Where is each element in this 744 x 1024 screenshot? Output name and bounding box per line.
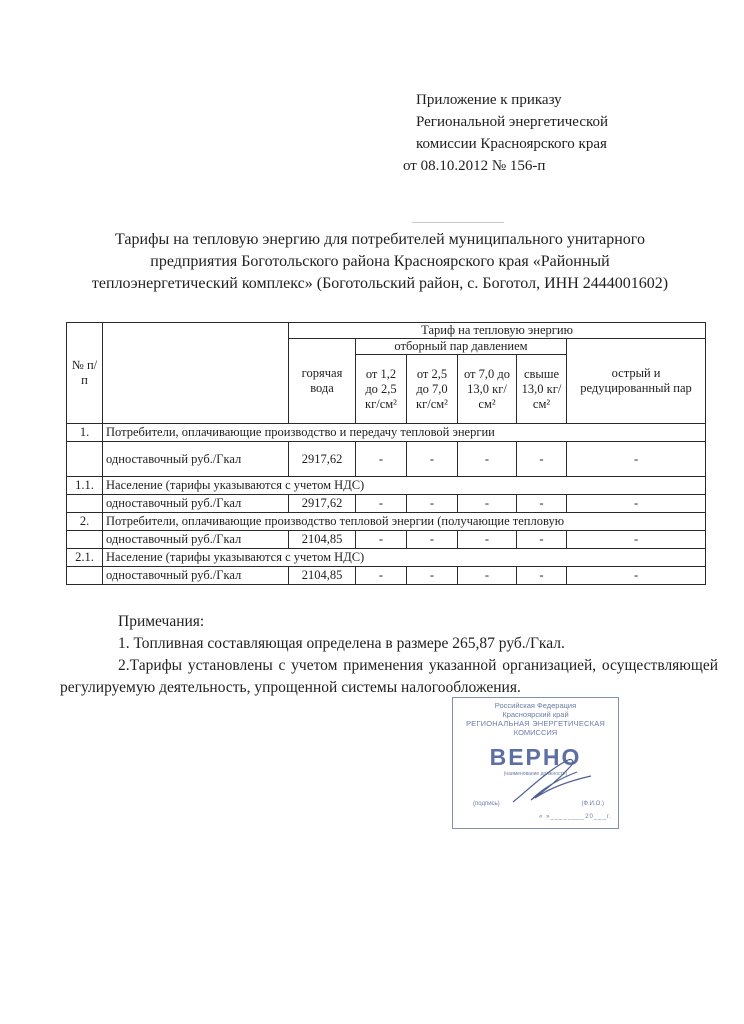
rate-dash: - (458, 495, 517, 513)
document-title (60, 229, 700, 295)
stamp-labels (473, 801, 604, 807)
section-row (67, 513, 706, 531)
header-number: № п/п (67, 323, 103, 424)
verification-stamp (452, 697, 619, 829)
row-number (67, 531, 103, 549)
rate-dash: - (407, 567, 458, 585)
notes-section (60, 611, 718, 699)
header-pressure-3: от 7,0 до 13,0 кг/см² (458, 355, 517, 424)
table-row (67, 567, 706, 585)
table-row (67, 495, 706, 513)
stamp-caption: (наименование должности) (503, 771, 568, 777)
rate-dash: - (458, 567, 517, 585)
rate-value: 2917,62 (289, 442, 356, 477)
title-line: теплоэнергетический комплекс» (Боготольский район, с. Боготол, ИНН 2444001602) (91, 275, 669, 292)
table-row (67, 442, 706, 477)
section-title: Население (тарифы указываются с учетом НДС) (103, 477, 706, 495)
tariff-table (66, 322, 706, 585)
rate-dash: - (517, 495, 567, 513)
rate-value: 2104,85 (289, 567, 356, 585)
stamp-line: КОМИССИЯ (513, 728, 558, 737)
header-steam-group: отборный пар давлением (356, 339, 567, 355)
stamp-line: РЕГИОНАЛЬНАЯ ЭНЕРГЕТИЧЕСКАЯ (465, 719, 606, 728)
notes-heading: Примечания: (118, 613, 205, 630)
appendix-line: комиссии Красноярского края (416, 136, 607, 152)
row-number: 1.1. (67, 477, 103, 495)
row-number: 2.1. (67, 549, 103, 567)
rate-dash: - (567, 531, 706, 549)
stamp-verno: ВЕРНО (489, 744, 582, 770)
appendix-line: Приложение к приказу (416, 92, 562, 108)
section-title: Потребители, оплачивающие производство и передачу тепловой энергии (103, 424, 706, 442)
row-number: 1. (67, 424, 103, 442)
row-number (67, 442, 103, 477)
rate-dash: - (356, 531, 407, 549)
rate-dash: - (356, 442, 407, 477)
rate-dash: - (567, 495, 706, 513)
rate-dash: - (356, 495, 407, 513)
rate-dash: - (517, 567, 567, 585)
stamp-date: « »________20___г. (539, 814, 612, 820)
rate-dash: - (407, 531, 458, 549)
rate-dash: - (407, 442, 458, 477)
header-blank (103, 323, 289, 424)
table-row (67, 531, 706, 549)
stamp-line: Красноярский край (502, 710, 569, 719)
appendix-header (403, 89, 609, 177)
rate-label: одноставочный руб./Гкал (103, 495, 289, 513)
rate-dash: - (356, 567, 407, 585)
section-row (67, 424, 706, 442)
title-line: Тарифы на тепловую энергию для потребителей муниципального унитарного (115, 231, 645, 248)
header-pressure-4: свыше 13,0 кг/см² (517, 355, 567, 424)
appendix-line: Региональной энергетической (416, 114, 609, 130)
rate-label: одноставочный руб./Гкал (103, 442, 289, 477)
row-number (67, 567, 103, 585)
rate-label: одноставочный руб./Гкал (103, 531, 289, 549)
rate-value: 2917,62 (289, 495, 356, 513)
header-tariff-group: Тариф на тепловую энергию (289, 323, 706, 339)
stamp-sign-label: (подпись) (473, 801, 500, 807)
appendix-order-date: от 08.10.2012 № 156-п (403, 158, 546, 174)
rate-dash: - (407, 495, 458, 513)
section-row (67, 549, 706, 567)
rate-dash: - (458, 442, 517, 477)
rate-dash: - (458, 531, 517, 549)
divider (412, 222, 504, 223)
rate-dash: - (517, 442, 567, 477)
title-line: предприятия Боготольского района Красноярского края «Районный (150, 253, 610, 270)
rate-value: 2104,85 (289, 531, 356, 549)
stamp-fio-label: (Ф.И.О.) (581, 801, 604, 807)
header-hot-water: горячая вода (289, 339, 356, 424)
section-row (67, 477, 706, 495)
section-title: Население (тарифы указываются с учетом НДС) (103, 549, 706, 567)
note-item: 1. Топливная составляющая определена в размере 265,87 руб./Гкал. (118, 635, 565, 652)
row-number (67, 495, 103, 513)
rate-dash: - (567, 567, 706, 585)
rate-label: одноставочный руб./Гкал (103, 567, 289, 585)
header-pressure-1: от 1,2 до 2,5 кг/см² (356, 355, 407, 424)
section-title: Потребители, оплачивающие производство тепловой энергии (получающие тепловую (103, 513, 706, 531)
rate-dash: - (517, 531, 567, 549)
rate-dash: - (567, 442, 706, 477)
note-item: 2.Тарифы установлены с учетом применения указанной организацией, осуществляющей регулируемую деятельность, упрощенной системы налогообложения. (60, 657, 718, 696)
header-pressure-2: от 2,5 до 7,0 кг/см² (407, 355, 458, 424)
row-number: 2. (67, 513, 103, 531)
stamp-line: Российская Федерация (494, 701, 577, 710)
header-sharp-steam: острый и редуцированный пар (567, 339, 706, 424)
